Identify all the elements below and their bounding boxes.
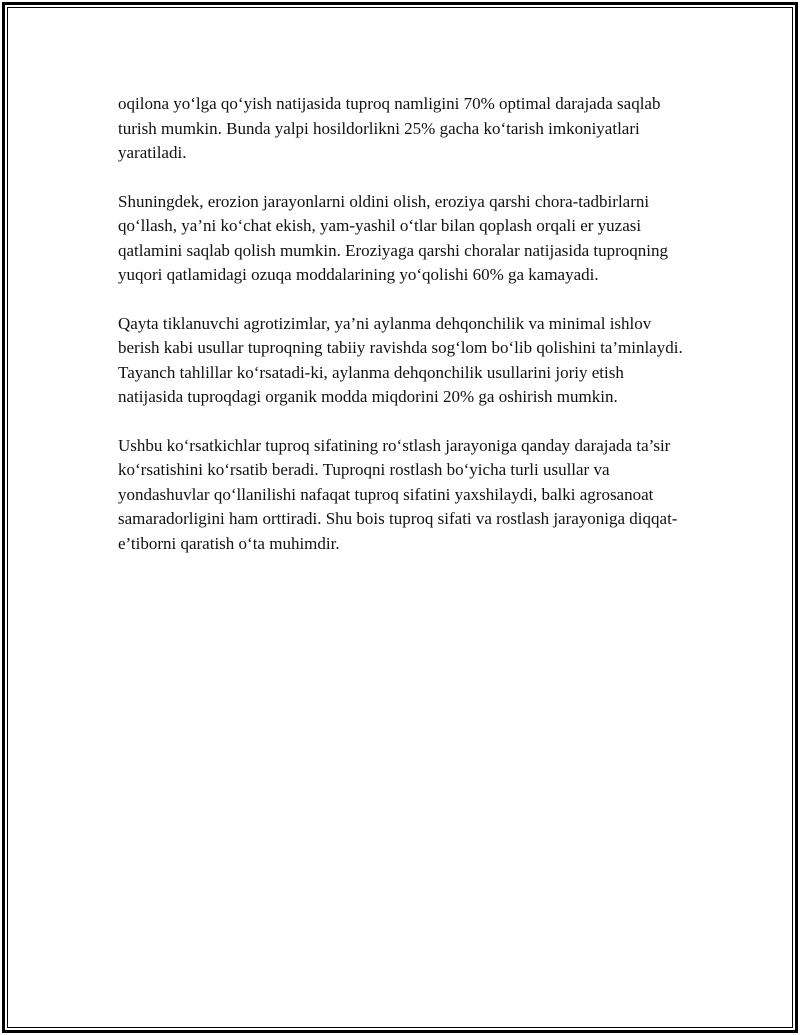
paragraph: Shuningdek, erozion jarayonlarni oldini olish, eroziya qarshi chora-tadbirlarni qo‘llash, ya’ni ko‘chat ekish, yam-yashil o‘tlar bilan qoplash orqali er yuzasi qatlamini saqlab qolish mumkin. Eroziyaga qarshi choralar natijasida tuproqning yuqori qatlamidagi ozuqa moddalarining yo‘qolishi 60% ga kamayadi. [118, 191, 669, 284]
paragraph: Ushbu ko‘rsatkichlar tuproq sifatining ro‘stlash jarayoniga qanday darajada ta’sir ko‘rsatishini ko‘rsatib beradi. Tuproqni rostlash bo‘yicha turli usullar va yondashuvlar qo‘llanilishi nafaqat tuproq sifatini yaxshilaydi, balki agrosanoat samaradorligini ham orttiradi. Shu bois tuproq sifati va rostlash jarayoniga diqqat-e’tiborni qaratish o‘ta muhimdir. [118, 435, 678, 553]
paragraph: oqilona yo‘lga qo‘yish natijasida tuproq namligini 70% optimal darajada saqlab turish mumkin. Bunda yalpi hosildorlikni 25% gacha ko‘tarish imkoniyatlari yaratiladi. [118, 94, 661, 162]
document-body [118, 92, 693, 556]
paragraph: Qayta tiklanuvchi agrotizimlar, ya’ni aylanma dehqonchilik va minimal ishlov berish kabi usullar tuproqning tabiiy ravishda sog‘lom bo‘lib qolishini ta’minlaydi. Tayanch tahlillar ko‘rsatadi-ki, aylanma dehqonchilik usullarini joriy etish natijasida tuproqdagi organik modda miqdorini 20% ga oshirish mumkin. [118, 313, 683, 406]
